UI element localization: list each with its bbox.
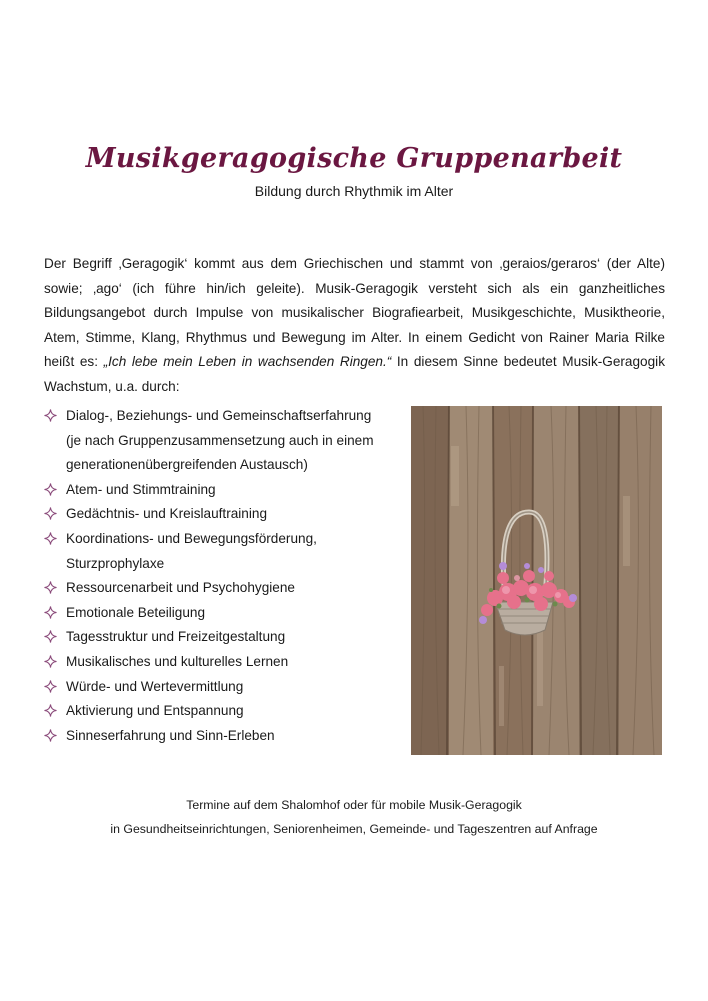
sparkle-bullet-icon: [44, 729, 57, 742]
wood-wall-illustration: [411, 406, 662, 755]
sparkle-bullet-icon: [44, 483, 57, 496]
footer-line-1: Termine auf dem Shalomhof oder für mobile Musik-Geragogik: [186, 798, 522, 812]
page-title: Musikgeragogische Gruppenarbeit: [85, 143, 623, 174]
list-item: [44, 601, 404, 626]
benefits-list: [44, 404, 404, 748]
list-item-line: Dialog-, Beziehungs- und Gemeinschaftserfahrung: [66, 408, 372, 423]
list-item-line: Sturzprophylaxe: [66, 555, 165, 571]
sparkle-bullet-icon: [44, 507, 57, 520]
list-item-line: Gedächtnis- und Kreislauftraining: [66, 506, 267, 522]
list-item-line: Emotionale Beteiligung: [66, 604, 206, 620]
list-item: [44, 724, 404, 749]
list-item: [44, 478, 404, 503]
sparkle-bullet-icon: [44, 409, 57, 422]
list-item: [44, 527, 404, 576]
page-subtitle: Bildung durch Rhythmik im Alter: [254, 183, 454, 199]
list-item: [44, 650, 404, 675]
list-item-line: Ressourcenarbeit und Psychohygiene: [66, 580, 295, 596]
list-item-line: Aktivierung und Entspannung: [66, 703, 244, 719]
list-item: [44, 699, 404, 724]
list-item-line: Musikalisches und kulturelles Lernen: [66, 653, 289, 669]
footer-line-2: in Gesundheitseinrichtungen, Seniorenheimen, Gemeinde- und Tageszentren auf Anfrage: [110, 822, 598, 836]
intro-paragraph: [44, 252, 665, 400]
list-item-line: (je nach Gruppenzusammensetzung auch in einem: [66, 432, 374, 448]
list-item-line: Sinneserfahrung und Sinn-Erleben: [66, 727, 275, 743]
list-item-line: Würde- und Wertevermittlung: [66, 678, 244, 694]
intro-text-2: In diesem Sinne bedeutet Musik-Geragogik Wachstum, u.a. durch:: [44, 354, 665, 394]
list-item: [44, 576, 404, 601]
list-item: [44, 502, 404, 527]
rilke-quote: „Ich lebe mein Leben in wachsenden Ringen.“: [103, 354, 392, 370]
sparkle-bullet-icon: [44, 532, 57, 545]
sparkle-bullet-icon: [44, 606, 57, 619]
sparkle-bullet-icon: [44, 680, 57, 693]
sparkle-bullet-icon: [44, 630, 57, 643]
list-item-line: Atem- und Stimmtraining: [66, 481, 216, 497]
sparkle-bullet-icon: [44, 581, 57, 594]
flower-basket-photo: [411, 406, 662, 755]
sparkle-bullet-icon: [44, 704, 57, 717]
list-item: [44, 675, 404, 700]
intro-text-1: Der Begriff ‚Geragogik‘ kommt aus dem Griechischen und stammt von ‚geraios/geraros‘ (der Alte) sowie; ‚ago‘ (ich führe hin/ich geleite). Musik-Geragogik versteht sich als ein ganzheitliches Bildungsangebot durch Impulse von musikalischer Biografiearbeit, Musikgeschichte, Musiktheorie, Atem, Stimme, Klang, Rhythmus und Bewegung im Alter. In einem Gedicht von Rainer Maria Rilke heißt es:: [44, 256, 665, 370]
list-item-line: Tagesstruktur und Freizeitgestaltung: [66, 629, 286, 645]
list-item: [44, 404, 404, 478]
list-item-line: Koordinations- und Bewegungsförderung,: [66, 530, 317, 546]
sparkle-bullet-icon: [44, 655, 57, 668]
list-item-line: generationenübergreifenden Austausch): [66, 457, 308, 473]
list-item: [44, 625, 404, 650]
